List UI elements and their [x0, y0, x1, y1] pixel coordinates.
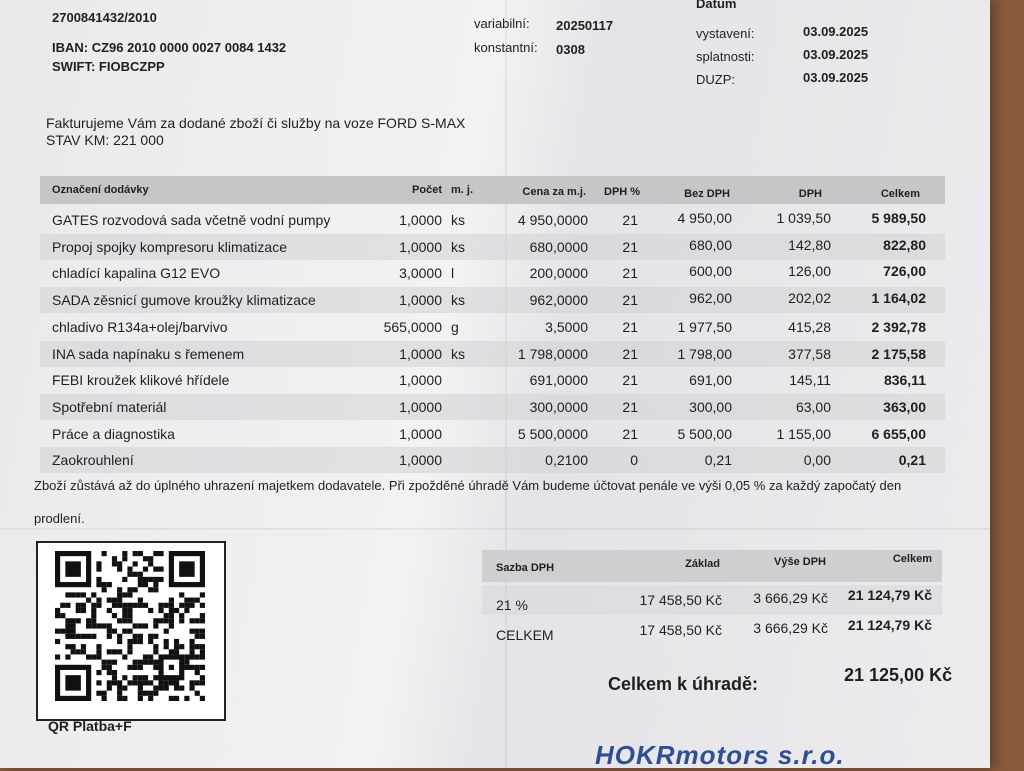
item-unit-price: 691,0000 [529, 372, 588, 389]
qr-label: QR Platba+F [48, 718, 132, 734]
item-unit: ks [451, 292, 465, 309]
item-total: 5 989,50 [871, 210, 926, 226]
item-vat-rate: 21 [622, 345, 638, 362]
datum-label: Datum [696, 0, 737, 11]
item-name: chladící kapalina G12 EVO [52, 265, 221, 282]
total-due-label: Celkem k úhradě: [608, 674, 759, 694]
item-vat: 377,58 [788, 345, 831, 362]
vat-header-base: Základ [685, 558, 720, 570]
item-name: chladivo R134a+olej/barvivo [52, 318, 228, 335]
total-due-value: 21 125,00 Kč [844, 665, 953, 685]
col-header-item: Označení dodávky [52, 184, 149, 196]
iban: IBAN: CZ96 2010 0000 0027 0084 1432 [52, 40, 287, 55]
item-unit-price: 0,2100 [545, 452, 588, 469]
konstantni-value: 0308 [556, 42, 585, 57]
item-unit: ks [451, 238, 465, 255]
item-unit-price: 962,0000 [529, 292, 588, 309]
item-net: 1 977,50 [677, 318, 732, 335]
item-unit: ks [451, 345, 465, 362]
item-net: 5 500,00 [677, 425, 732, 442]
vat-row-rate: 21 % [496, 597, 528, 613]
item-qty: 1,0000 [399, 292, 442, 309]
splatnosti-value: 03.09.2025 [803, 47, 869, 62]
item-qty: 3,0000 [399, 265, 442, 282]
item-vat: 145,11 [789, 372, 831, 389]
swift: SWIFT: FIOBCZPP [52, 59, 165, 74]
item-qty: 1,0000 [399, 238, 442, 255]
company-logo: HOKRmotors s.r.o. [595, 740, 845, 770]
item-vat-rate: 21 [622, 265, 638, 282]
qr-payment-box [36, 541, 226, 734]
item-vat: 415,28 [788, 318, 831, 335]
vat-header-amount: Výše DPH [774, 556, 826, 568]
vat-row-amount: 3 666,29 Kč [753, 590, 828, 606]
item-unit-price: 200,0000 [529, 265, 588, 282]
item-vat-rate: 0 [630, 452, 638, 469]
item-vat: 0,00 [803, 452, 831, 469]
vat-sum-amount: 3 666,29 Kč [753, 620, 828, 636]
item-vat-rate: 21 [622, 398, 638, 415]
item-unit-price: 1 798,0000 [517, 345, 588, 362]
item-net: 4 950,00 [677, 210, 732, 226]
vat-sum-base: 17 458,50 Kč [639, 622, 722, 638]
item-unit-price: 300,0000 [529, 398, 588, 415]
item-unit-price: 4 950,0000 [517, 212, 588, 228]
item-vat-rate: 21 [622, 292, 638, 309]
col-header-net: Bez DPH [684, 188, 730, 200]
item-name: SADA zěsnicí gumove kroužky klimatizace [52, 292, 316, 309]
qr-code-icon [46, 551, 214, 701]
item-unit: g [451, 318, 459, 335]
item-name: Zaokrouhlení [52, 452, 134, 469]
notice-line-1: Zboží zůstává až do úplného uhrazení majetkem dodavatele. Při zpožděné úhradě Vám budeme účtovat penále ve výši 0,05 % za každý započatý den [34, 478, 902, 493]
variabilni-label: variabilní: [474, 16, 530, 31]
item-vat-rate: 21 [622, 212, 638, 228]
item-net: 600,00 [689, 263, 732, 280]
item-total: 822,80 [883, 236, 926, 253]
item-total: 2 392,78 [871, 318, 926, 335]
item-vat-rate: 21 [622, 318, 638, 335]
vat-row-total: 21 124,79 Kč [847, 587, 932, 603]
item-qty: 1,0000 [399, 425, 442, 442]
item-unit: l [451, 265, 455, 282]
konstantni-label: konstantní: [474, 40, 538, 55]
col-header-unit: m. j. [451, 184, 474, 196]
item-net: 0,21 [704, 452, 732, 469]
vystaveni-label: vystavení: [696, 26, 755, 41]
col-header-vat-rate: DPH % [604, 186, 641, 198]
vystaveni-value: 03.09.2025 [803, 24, 869, 39]
item-vat-rate: 21 [622, 372, 638, 389]
item-name: FEBI kroužek klikové hřídele [52, 372, 230, 389]
duzp-label: DUZP: [696, 72, 735, 87]
item-qty: 1,0000 [399, 398, 442, 415]
item-total: 2 175,58 [871, 345, 926, 362]
item-total: 363,00 [883, 398, 926, 415]
paper-fold-horizontal [0, 528, 990, 530]
item-unit: ks [451, 212, 465, 228]
item-name: INA sada napínaku s řemenem [52, 345, 245, 362]
col-header-total: Celkem [880, 188, 920, 200]
item-unit-price: 680,0000 [529, 238, 588, 255]
vat-header-rate: Sazba DPH [496, 562, 555, 574]
item-name: Práce a diagnostika [52, 425, 175, 442]
item-net: 300,00 [689, 398, 732, 415]
item-vat: 142,80 [788, 236, 831, 253]
item-total: 0,21 [898, 452, 926, 469]
duzp-value: 03.09.2025 [803, 70, 869, 85]
col-header-unit-price: Cena za m.j. [522, 186, 586, 198]
item-qty: 565,0000 [383, 318, 442, 335]
item-qty: 1,0000 [399, 345, 442, 362]
item-qty: 1,0000 [399, 372, 442, 389]
vat-sum-label: CELKEM [496, 627, 554, 643]
item-vat: 126,00 [788, 263, 831, 280]
bank-account: 2700841432/2010 [52, 10, 157, 25]
item-net: 1 798,00 [677, 345, 732, 362]
intro-line-1: Fakturujeme Vám za dodané zboží či služby na voze FORD S-MAX [46, 115, 466, 131]
item-total: 6 655,00 [871, 425, 926, 442]
item-total: 726,00 [883, 263, 926, 280]
variabilni-value: 20250117 [556, 18, 614, 33]
vat-sum-total: 21 124,79 Kč [847, 617, 932, 633]
item-name: Spotřební materiál [52, 398, 167, 415]
item-total: 836,11 [883, 372, 926, 389]
col-header-vat: DPH [798, 188, 822, 200]
item-name: GATES rozvodová sada včetně vodní pumpy [52, 212, 331, 228]
item-unit-price: 5 500,0000 [517, 425, 588, 442]
item-net: 691,00 [689, 372, 732, 389]
item-vat-rate: 21 [622, 238, 638, 255]
vat-row-base: 17 458,50 Kč [639, 592, 722, 608]
item-vat: 1 039,50 [776, 210, 831, 226]
item-vat: 63,00 [795, 398, 831, 415]
item-total: 1 164,02 [871, 290, 926, 307]
item-vat: 202,02 [788, 290, 831, 307]
item-unit-price: 3,5000 [545, 318, 588, 335]
item-qty: 1,0000 [399, 212, 442, 228]
intro-line-2: STAV KM: 221 000 [46, 132, 164, 148]
item-qty: 1,0000 [399, 452, 442, 469]
col-header-qty: Počet [412, 184, 442, 196]
item-net: 962,00 [689, 290, 732, 307]
item-net: 680,00 [689, 236, 732, 253]
item-vat-rate: 21 [622, 425, 638, 442]
notice-line-2: prodlení. [34, 511, 85, 526]
item-vat: 1 155,00 [776, 425, 831, 442]
splatnosti-label: splatnosti: [696, 49, 755, 64]
vat-header-total: Celkem [892, 553, 932, 565]
item-name: Propoj spojky kompresoru klimatizace [52, 238, 287, 255]
